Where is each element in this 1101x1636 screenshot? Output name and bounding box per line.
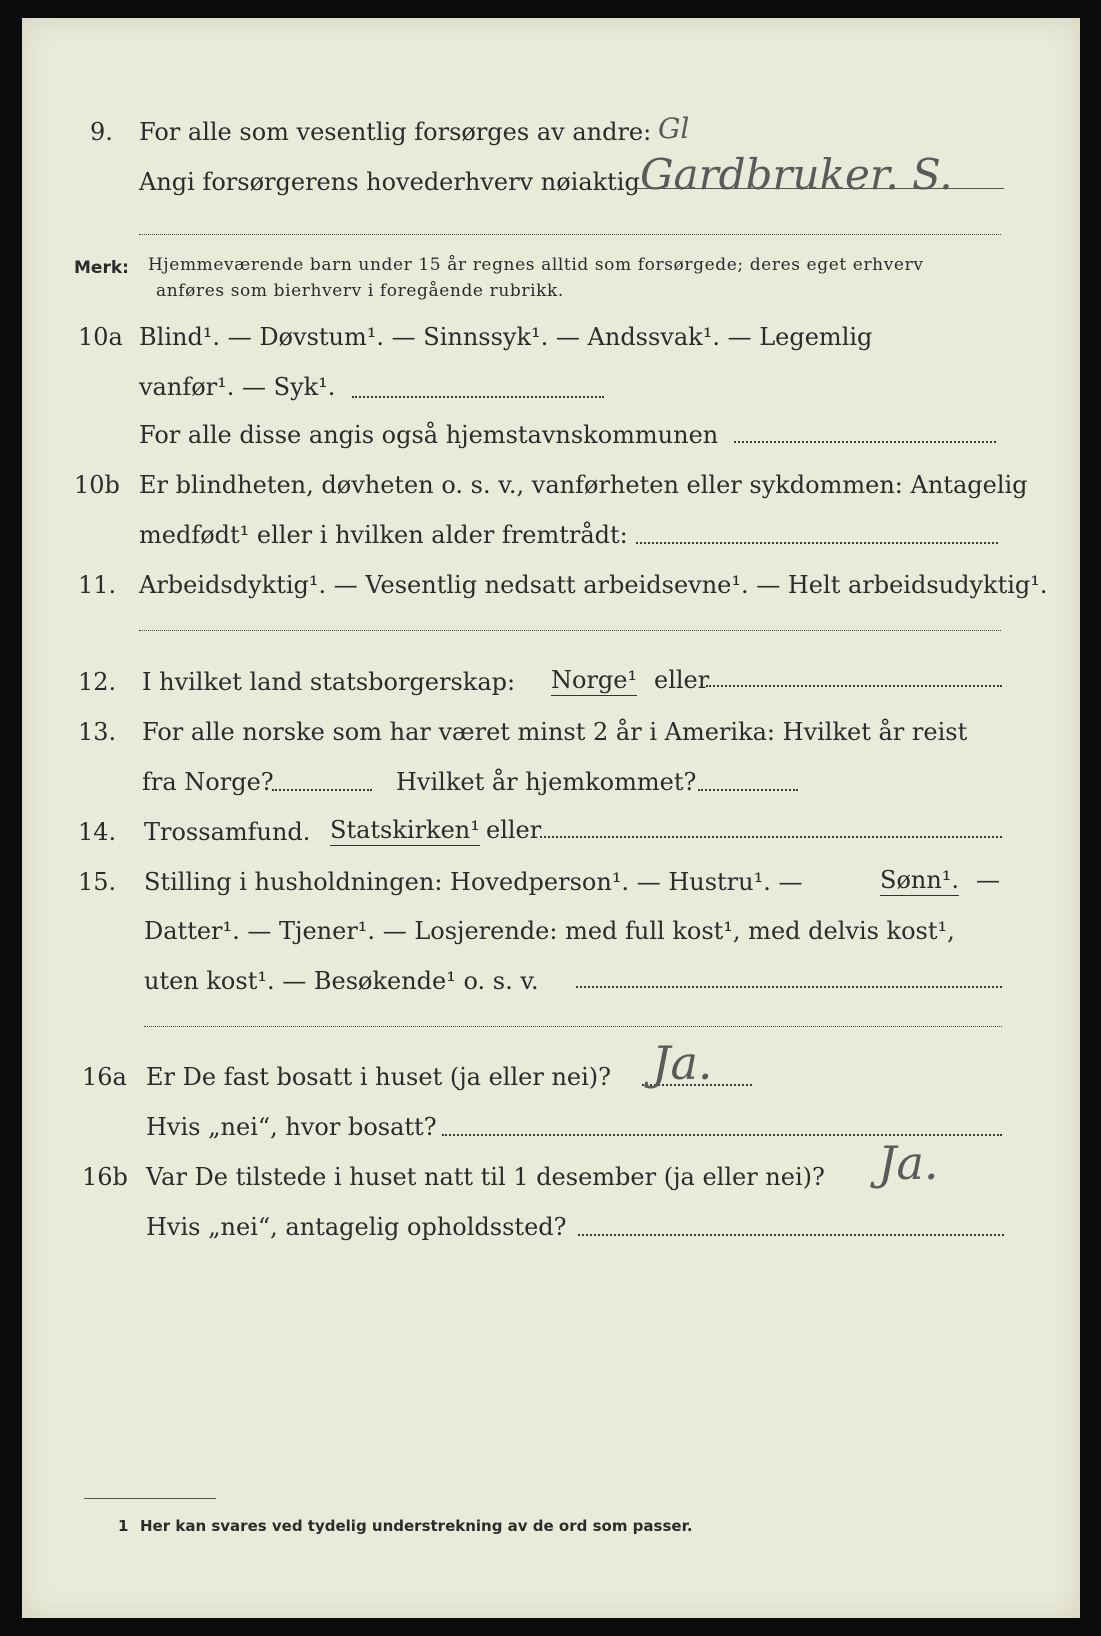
q12-eller: eller: [654, 666, 710, 694]
q12-line: [706, 685, 1002, 687]
q15-line3: uten kost¹. — Besøkende¹ o. s. v.: [144, 967, 539, 995]
q16a-number: 16a: [82, 1063, 127, 1091]
q9-line2: Angi forsørgerens hovederhverv nøiaktig: [139, 168, 640, 196]
q12-norge-underlined: Norge¹: [551, 666, 638, 694]
q12-number: 12.: [78, 668, 117, 696]
q10a-hjemstavn-line: [734, 441, 996, 443]
q10b-line2: medfødt¹ eller i hvilken alder fremtrådt:: [139, 521, 628, 549]
footnote-rule: [84, 1498, 216, 1499]
merk-line1: Hjemmeværende barn under 15 år regnes alltid som forsørgede; deres eget erhverv: [148, 255, 924, 275]
footnote-text: Her kan svares ved tydelig understrekning av de ord som passer.: [140, 1517, 693, 1535]
q14-number: 14.: [78, 818, 117, 846]
q11-blank-line: [139, 630, 1001, 631]
q13-line1: For alle norske som har været minst 2 år i Amerika: Hvilket år reist: [142, 718, 968, 746]
q16b-line2: Hvis „nei“, antagelig opholdssted?: [146, 1213, 567, 1241]
merk-label: Merk:: [74, 258, 129, 278]
q15-number: 15.: [78, 868, 117, 896]
q13-reist-line: [272, 789, 372, 791]
q11-number: 11.: [78, 571, 117, 599]
q16a-line1: Er De fast bosatt i huset (ja eller nei)?: [146, 1063, 612, 1091]
q10a-line2: vanfør¹. — Syk¹.: [139, 373, 336, 401]
q9-handwriting-mark: Gl: [658, 112, 690, 145]
q9-number: 9.: [90, 118, 113, 146]
q10b-line1: Er blindheten, døvheten o. s. v., vanførheten eller sykdommen: Antagelig: [139, 471, 1028, 499]
q15-line2: Datter¹. — Tjener¹. — Losjerende: med full kost¹, med delvis kost¹,: [144, 917, 955, 945]
q10a-line3: For alle disse angis også hjemstavnskommunen: [139, 421, 719, 449]
q15-line1a: Stilling i husholdningen: Hovedperson¹. — Hustru¹. —: [144, 868, 803, 896]
q10a-syk-line: [352, 396, 604, 398]
q13-line2b: Hvilket år hjemkommet?: [396, 768, 697, 796]
q16b-answer-handwriting: Ja.: [878, 1136, 939, 1190]
q10a-line1: Blind¹. — Døvstum¹. — Sinnssyk¹. — Andssvak¹. — Legemlig: [139, 323, 873, 351]
q13-hjemkommet-line: [698, 789, 798, 791]
q16a-answer-handwriting: Ja.: [652, 1036, 713, 1090]
q9-answer-handwriting: Gardbruker. S.: [640, 150, 953, 199]
q14-line: [540, 836, 1002, 838]
q14-question: Trossamfund.: [144, 818, 311, 846]
q15-blank-line: [144, 1026, 1002, 1027]
q15-sonn-underlined: Sønn¹.: [880, 866, 960, 894]
q14-eller: eller: [486, 816, 542, 844]
q16a-line2: Hvis „nei“, hvor bosatt?: [146, 1113, 437, 1141]
merk-line2: anføres som bierhverv i foregående rubrikk.: [156, 281, 564, 301]
q11-line1: Arbeidsdyktig¹. — Vesentlig nedsatt arbeidsevne¹. — Helt arbeidsudyktig¹.: [139, 571, 1048, 599]
q9-blank-line: [139, 234, 1001, 235]
q13-line2a: fra Norge?: [142, 768, 274, 796]
q10a-number: 10a: [78, 323, 123, 351]
q13-number: 13.: [78, 718, 117, 746]
q9-line1: For alle som vesentlig forsørges av andre:: [139, 118, 652, 146]
q12-question: I hvilket land statsborgerskap:: [142, 668, 516, 696]
q10b-alder-line: [636, 542, 998, 544]
q15-line1c: —: [976, 866, 1000, 894]
q10b-number: 10b: [74, 471, 120, 499]
q16b-line1: Var De tilstede i huset natt til 1 desember (ja eller nei)?: [146, 1163, 825, 1191]
q16b-opholdssted-line: [578, 1234, 1004, 1236]
q16b-number: 16b: [82, 1163, 128, 1191]
q9-answer-line: [634, 188, 1004, 189]
form-page: [22, 18, 1080, 1618]
q15-line: [576, 986, 1002, 988]
q14-statskirken-underlined: Statskirken¹: [330, 816, 480, 844]
footnote-mark: 1: [118, 1517, 129, 1535]
